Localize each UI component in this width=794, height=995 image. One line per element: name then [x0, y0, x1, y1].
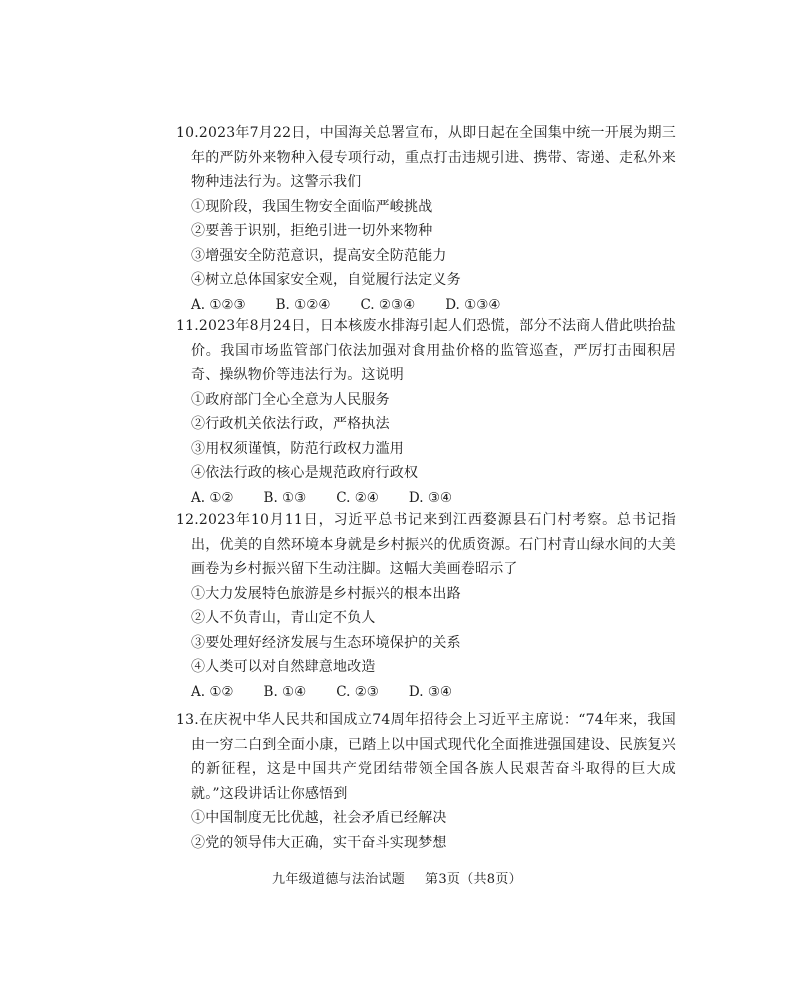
- question-12-option-4: ④人类可以对自然肆意地改造: [191, 659, 376, 675]
- question-11-choices: [176, 486, 676, 511]
- question-11-option-4: ④依法行政的核心是规范政府行政权: [191, 465, 419, 481]
- choice-b: B. ①②④: [275, 296, 331, 313]
- question-11-option-2: ②行政机关依法行政，严格执法: [191, 416, 390, 432]
- question-11-option-1: ①政府部门全心全意为人民服务: [191, 391, 390, 408]
- question-12-option-3: ③要处理好经济发展与生态环境保护的关系: [191, 634, 461, 651]
- question-10-stem: [176, 121, 676, 195]
- question-10-option-1: ①现阶段，我国生物安全面临严峻挑战: [191, 198, 433, 215]
- question-12-number: 12.: [176, 512, 199, 528]
- question-13-text: 在庆祝中华人民共和国成立74周年招待会上习近平主席说：“74年来，我国由一穷二白到全面小康，已踏上以中国式现代化全面推进强国建设、民族复兴的新征程，这是中国共产党团结带领全国各族人民艰苦奋斗取得的巨大成就。”这段讲话让你感悟到: [191, 712, 676, 802]
- question-11-stem: [176, 314, 676, 388]
- question-13-stem: [176, 708, 676, 806]
- question-10: [176, 121, 676, 317]
- choice-c: C. ②③: [336, 683, 379, 700]
- page-footer: [0, 868, 794, 887]
- choice-d: D. ③④: [408, 683, 453, 700]
- choice-c: C. ②③④: [360, 296, 416, 313]
- question-13-number: 13.: [176, 712, 199, 728]
- choice-b: B. ①④: [263, 683, 307, 700]
- question-11: [176, 314, 676, 510]
- question-10-option-2: ②要善于识别，拒绝引进一切外来物种: [191, 223, 433, 239]
- choice-d: D. ①③④: [445, 296, 501, 313]
- question-12-text: 2023年10月11日，习近平总书记来到江西婺源县石门村考察。总书记指出，优美的自然环境本身就是乡村振兴的优质资源。石门村青山绿水间的大美画卷为乡村振兴留下生动注脚。这幅大美画卷昭示了: [191, 512, 676, 577]
- question-11-text: 2023年8月24日，日本核废水排海引起人们恐慌，部分不法商人借此哄抬盐价。我国市场监管部门依法加强对食用盐价格的监管巡查，严厉打击囤积居奇、操纵物价等违法行为。这说明: [191, 318, 676, 383]
- choice-a: A. ①②: [191, 683, 234, 700]
- question-11-number: 11.: [176, 318, 199, 334]
- question-12-stem: [176, 508, 676, 582]
- question-10-option-4: ④树立总体国家安全观，自觉履行法定义务: [191, 272, 461, 288]
- question-10-text: 2023年7月22日，中国海关总署宣布，从即日起在全国集中统一开展为期三年的严防外来物种入侵专项行动，重点打击违规引进、携带、寄递、走私外来物种违法行为。这警示我们: [191, 125, 676, 190]
- choice-a: A. ①②③: [191, 296, 246, 313]
- question-10-number: 10.: [176, 125, 199, 141]
- question-13-option-2: ②党的领导伟大正确，实干奋斗实现梦想: [191, 834, 447, 851]
- footer-page-number: 第3页（共8页）: [425, 872, 522, 887]
- question-12-choices: [176, 680, 676, 705]
- question-12: [176, 508, 676, 704]
- footer-subject: 九年级道德与法治试题: [272, 872, 406, 887]
- question-12-option-2: ②人不负青山，青山定不负人: [191, 610, 376, 626]
- choice-b: B. ①③: [263, 489, 307, 506]
- question-12-option-1: ①大力发展特色旅游是乡村振兴的根本出路: [191, 585, 461, 602]
- choice-a: A. ①②: [191, 489, 234, 506]
- question-13-option-1: ①中国制度无比优越，社会矛盾已经解决: [191, 810, 447, 826]
- question-13: [176, 708, 676, 855]
- question-11-option-3: ③用权须谨慎，防范行政权力滥用: [191, 440, 404, 457]
- choice-c: C. ②④: [336, 489, 379, 506]
- question-10-option-3: ③增强安全防范意识，提高安全防范能力: [191, 247, 447, 264]
- choice-d: D. ③④: [408, 489, 453, 506]
